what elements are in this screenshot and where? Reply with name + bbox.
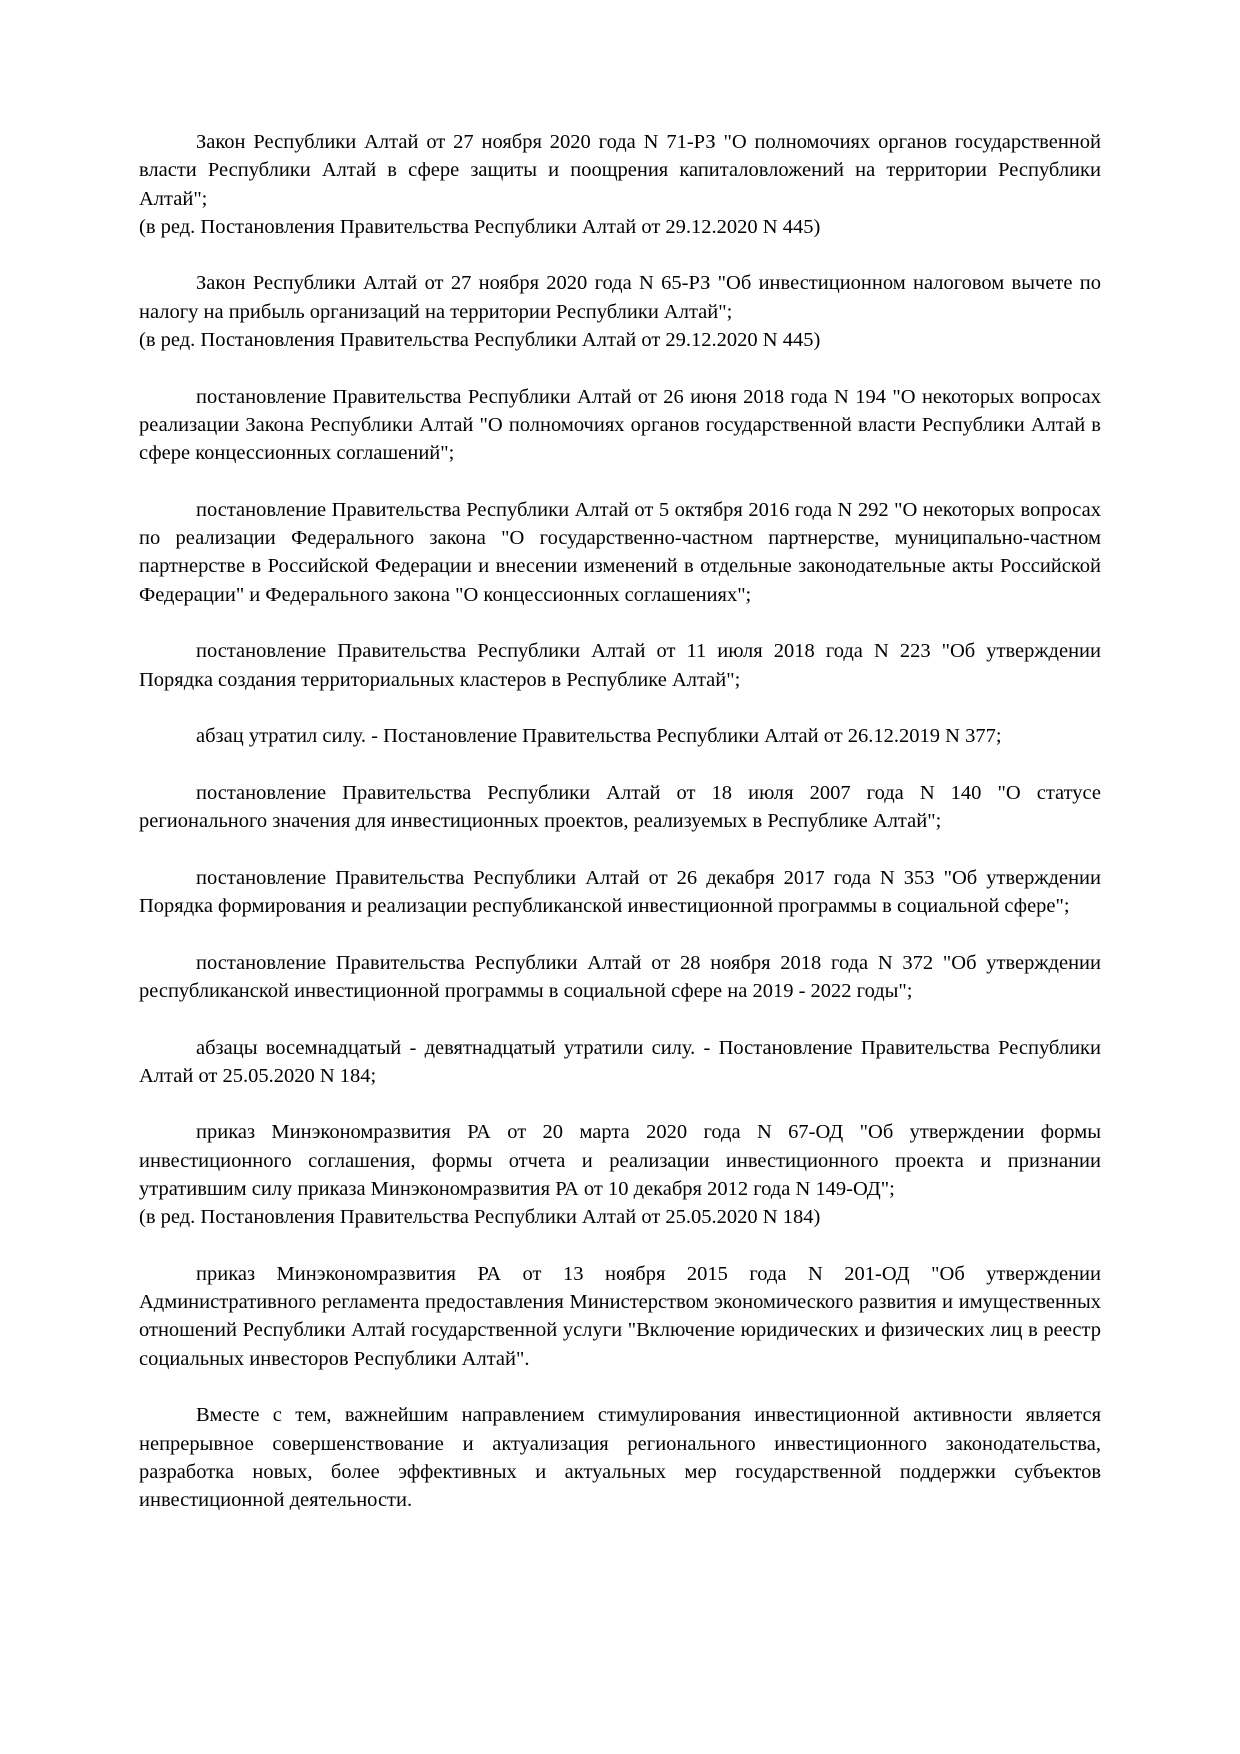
paragraph-red-445-2: (в ред. Постановления Правительства Республики Алтай от 29.12.2020 N 445) xyxy=(139,329,821,352)
paragraph-post-194: постановление Правительства Республики Алтай от 26 июня 2018 года N 194 "О некоторых вопросах реализации Закона Республики Алтай "О полномочиях органов государственной власти Республики Алтай в сфере концессионных соглашений"; xyxy=(139,385,1101,465)
paragraph-spacer xyxy=(139,835,1101,863)
paragraph-vmeste-s-tem: Вместе с тем, важнейшим направлением стимулирования инвестиционной активности является непрерывное совершенствование и актуализация регионального инвестиционного законодательства, разработка новых, более эффективных и актуальных мер государственной поддержки субъектов инвестиционной деятельности. xyxy=(139,1404,1101,1512)
paragraph-spacer xyxy=(139,1005,1101,1033)
paragraph-prikaz-201-od: приказ Минэкономразвития РА от 13 ноября 2015 года N 201-ОД "Об утверждении Административного регламента предоставления Министерством экономического развития и имущественных отношений Республики Алтай государственной услуги "Включение юридических и физических лиц в реестр социальных инвесторов Республики Алтай". xyxy=(139,1262,1101,1370)
paragraph-post-292: постановление Правительства Республики Алтай от 5 октября 2016 года N 292 "О некоторых вопросах по реализации Федерального закона "О государственно-частном партнерстве, муниципально-частном партнерстве в Российской Федерации и внесении изменений в отдельные законодательные акты Российской Федерации" и Федерального закона "О концессионных соглашениях"; xyxy=(139,498,1101,606)
paragraph-post-223: постановление Правительства Республики Алтай от 11 июля 2018 года N 223 "Об утверждении Порядка создания территориальных кластеров в Республике Алтай"; xyxy=(139,640,1101,691)
paragraph-zakon-65-rz: Закон Республики Алтай от 27 ноября 2020 года N 65-РЗ "Об инвестиционном налоговом вычете по налогу на прибыль организаций на территории Республики Алтай"; xyxy=(139,272,1101,323)
paragraph-post-372: постановление Правительства Республики Алтай от 28 ноября 2018 года N 372 "Об утверждении республиканской инвестиционной программы в социальной сфере на 2019 - 2022 годы"; xyxy=(139,951,1101,1002)
paragraph-post-353: постановление Правительства Республики Алтай от 26 декабря 2017 года N 353 "Об утверждении Порядка формирования и реализации республиканской инвестиционной программы в социальной сфере"; xyxy=(139,866,1101,918)
paragraph-spacer xyxy=(139,1373,1101,1401)
paragraph-red-445-1: (в ред. Постановления Правительства Республики Алтай от 29.12.2020 N 445) xyxy=(139,215,821,238)
paragraph-spacer xyxy=(139,694,1101,722)
paragraph-prikaz-67-od: приказ Минэкономразвития РА от 20 марта 2020 года N 67-ОД "Об утверждении формы инвестиционного соглашения, формы отчета и реализации инвестиционного проекта и признании утратившим силу приказа Минэкономразвития РА от 10 декабря 2012 года N 149-ОД"; xyxy=(139,1121,1101,1200)
paragraph-spacer xyxy=(139,751,1101,779)
paragraph-spacer xyxy=(139,1090,1101,1118)
paragraph-spacer xyxy=(139,609,1101,637)
paragraph-abzac-377: абзац утратил силу. - Постановление Правительства Республики Алтай от 26.12.2019 N 377; xyxy=(196,725,1002,748)
paragraph-spacer xyxy=(139,920,1101,948)
paragraph-spacer xyxy=(139,468,1101,496)
paragraph-abzacy-184: абзацы восемнадцатый - девятнадцатый утратили силу. - Постановление Правительства Республики Алтай от 25.05.2020 N 184; xyxy=(139,1036,1101,1087)
paragraph-red-184: (в ред. Постановления Правительства Республики Алтай от 25.05.2020 N 184) xyxy=(139,1206,821,1229)
document-body xyxy=(139,128,1101,1515)
paragraph-zakon-71-rz: Закон Республики Алтай от 27 ноября 2020 года N 71-РЗ "О полномочиях органов государственной власти Республики Алтай в сфере защиты и поощрения капиталовложений на территории Республики Алтай"; xyxy=(139,131,1101,210)
paragraph-spacer xyxy=(139,1232,1101,1260)
paragraph-spacer xyxy=(139,354,1101,382)
paragraph-spacer xyxy=(139,241,1101,269)
paragraph-post-140: постановление Правительства Республики Алтай от 18 июля 2007 года N 140 "О статусе регионального значения для инвестиционных проектов, реализуемых в Республике Алтай"; xyxy=(139,781,1101,833)
